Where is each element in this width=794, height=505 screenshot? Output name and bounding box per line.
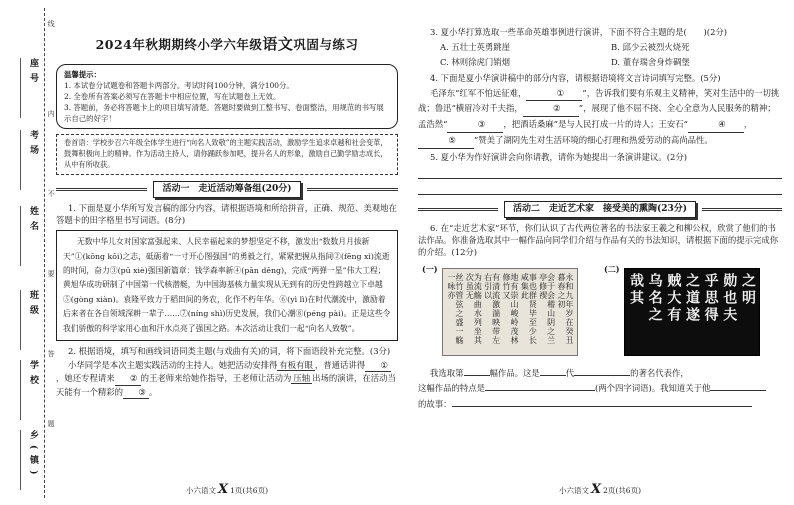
answer-blank-3[interactable]: ③	[123, 386, 149, 399]
binding-note: 要	[47, 270, 56, 277]
page-1	[56, 10, 398, 502]
passage-text: 无数中华儿女对国家富强起来、人民幸福起来的梦想坚定不移，激发出“数数月月拔新天”①(kōng kōi)之志，砥砺着“一寸开心图强国”的勇毅之行，紧紧把握从指间②(fēng xì)流逝的时间，奋力③(pū xiè)强国新篇章：钱学森率新④(pān dēng)，完成“两弹一星”伟大工程；黄旭华成功研制了中国第一代核潜艇，为中国海基核力量实现从无到有的历史性跨越立下卓越⑤(gòng xiàn)。袁隆平致力于稻田间的务农，化作不朽年华。⑥(yì lì)在时代潮流中，激励着后来者在各自领域深耕一辈子……⑦(níng shì)历史发展，我们心潮⑧(péng pài)。正是这些令我们骄傲的科学家用心血和汗水点亮了强国之路。本次活动让我们一起“向名人致敬”。	[63, 237, 391, 333]
answer-blank-5[interactable]: ⑤	[418, 133, 474, 149]
answer-blank-1[interactable]: ①	[365, 359, 391, 372]
answer-blank-dynasty[interactable]	[540, 375, 566, 376]
tips-title: 温馨提示：	[64, 69, 101, 79]
question-1-passage	[56, 230, 398, 341]
activity-1-header	[56, 181, 398, 198]
answer-line[interactable]	[418, 181, 782, 195]
tips-box	[56, 64, 398, 130]
seat-number-field[interactable]: 座号	[4, 58, 40, 118]
school-field[interactable]: 学校	[4, 360, 40, 420]
binding-note: 内	[47, 110, 56, 117]
work-1-label: (一)	[422, 264, 438, 275]
calligraphy-2-column: 勋也夫	[721, 273, 738, 325]
activity-2-title: 活动二 走近艺术家 接受美的熏陶(23分)	[504, 201, 696, 218]
calligraphy-1-column: 地有崇山峻岭茂林修竹又	[501, 273, 519, 346]
answer-blank-1[interactable]: ①	[526, 86, 582, 102]
binding-margin	[0, 0, 56, 505]
option-a[interactable]: A. 五壮士英勇跳崖	[440, 42, 510, 53]
page-2-footer: 小六语文 X 2页(共6页)	[559, 482, 641, 498]
calligraphy-1-column: 丝竹管弦之盛一觞一咏亦	[447, 273, 464, 346]
answer-blank-extra[interactable]	[710, 390, 766, 391]
page-2	[418, 10, 782, 502]
activity-2-header	[418, 201, 782, 218]
page-1-footer: 小六语文 X 1页(共6页)	[186, 482, 268, 498]
question-3: 3. 夏小华打算选取一些革命英雄事例进行演讲，下面不符合主题的是( )(2分)	[430, 27, 728, 37]
calligraphy-work-2	[604, 264, 772, 360]
calligraphy-2-column: 贼大有	[665, 273, 682, 325]
question-1: 1. 下面是夏小华所写发言稿的部分内容，请根据语境和所给拼音，正确、规范、美观地在答题卡的田字格里书写词语。(8分)	[56, 202, 397, 225]
question-3-options	[440, 41, 782, 68]
underlined-word: 有板有眼	[279, 360, 313, 371]
binding-note: 题	[47, 420, 56, 427]
calligraphy-image-2	[624, 268, 760, 356]
answer-blank-features[interactable]	[485, 390, 595, 391]
question-6-fill: 我选取第 幅作品。这是 代 的著名代表作， 这幅作品的特点是 (两个四字词语)。我知道关于他 的故事：	[418, 366, 782, 411]
series-logo: X	[218, 482, 229, 498]
option-b[interactable]: B. 邱少云被烈火烧死	[611, 42, 690, 53]
series-logo: X	[591, 482, 602, 498]
calligraphy-2-column: 之道遂	[683, 273, 700, 325]
preface-note: 卷首语：学校步召六年级全体学生进行“向名人致敬”的主题实践活动，激励学生追求卓越和社会变革，鼓舞积极向上的精神。作为活动主持人，请你踊跃参加吧，提升名人的形象，激励自己勤学励志成长，从中有所收获。	[56, 134, 398, 174]
answer-blank-artist[interactable]	[574, 375, 630, 376]
answer-blank-2[interactable]: ②	[115, 372, 141, 385]
question-2-text: 小华同学是本次主题实践活动的主持人。她把活动安排得 有板有眼 ，普通话讲得 ①，她还专程请来 ② 的王老师来给她作指导，王老师让活动为 压轴 出场的演讲，在活动当天能有一个精彩的 ③ 。	[56, 359, 398, 399]
calligraphy-1-column: 事也群贤毕至少长咸集此	[520, 273, 538, 346]
option-d[interactable]: D. 董存瑞舍身炸碉堡	[611, 57, 690, 68]
calligraphy-2-column: 乎思得	[702, 273, 719, 325]
answer-blank-4[interactable]: ④	[688, 117, 744, 133]
exam-title: 2024年秋期期终小学六年级语文巩固与练习	[95, 35, 359, 53]
binding-note: 答	[47, 350, 56, 357]
class-field[interactable]: 班级	[4, 290, 40, 350]
tip-item: 3. 答题前，务必将答题卡上的项目填写清楚。答题时要做到工整书写、卷面整洁，用规范的书写展示自己的好字！	[64, 103, 384, 124]
calligraphy-works	[418, 264, 782, 360]
question-4-text: 毛泽东“红军不怕远征难， ① ”，告诉我们要有乐观主义精神，笑对生活中的一切挑战；鲁迅“横眉冷对千夫指， ② ”，展现了他不屈不挠、全心全意为人民服务的精神；孟浩然“ ③ ，把酒话桑麻”是与人民打成一片的诗人；王安石“ ④ ，⑤ ”赞美了湖阴先生对生活环境的细心打理和热爱劳动的高尚品性。	[418, 86, 782, 149]
exam-room-field[interactable]: 考场	[4, 130, 40, 190]
answer-line[interactable]	[418, 165, 782, 179]
calligraphy-1-column: 有清流激湍映带左右引以	[483, 273, 501, 346]
calligraphy-image-1	[442, 268, 578, 356]
binding-note: 线	[47, 20, 56, 27]
calligraphy-work-1	[422, 264, 590, 360]
work-2-label: (二)	[604, 264, 620, 275]
township-field[interactable]: 乡(镇)	[4, 430, 40, 490]
tip-item: 1. 本试卷分试题卷和答题卡两部分。考试时间100分钟，满分100分。	[64, 80, 294, 90]
binding-note: 不	[47, 190, 56, 197]
answer-blank-2[interactable]: ②	[523, 101, 579, 117]
name-field[interactable]: 姓名	[4, 206, 40, 266]
option-c[interactable]: C. 林则徐虎门销烟	[440, 57, 511, 68]
underlined-word: 压轴	[293, 373, 311, 384]
calligraphy-1-column: 会于会稽山阴之兰亭修禊	[538, 273, 556, 346]
question-6: 6. 在“走近艺术家”环节，你们认识了古代两位著名的书法家王羲之和柳公权，欣赏了他们的书法作品。你准备选取其中一幅作品向同学们介绍与作品有关的书法知识，请根据下面的提示完成你的介绍。(12分)	[418, 222, 779, 258]
answer-blank-3[interactable]: ③	[447, 117, 503, 133]
activity-1-title: 活动一 走近活动筹备组(20分)	[153, 181, 300, 198]
calligraphy-2-column: 之明	[739, 273, 756, 308]
question-4: 4. 下面是夏小华演讲稿中的部分内容，请根据语境将文言诗词填写完整。(5分)	[430, 72, 721, 83]
tip-item: 2. 全卷所有答案必须写在答题卡中相应位置，写在试题卷上无效。	[64, 91, 281, 101]
answer-blank-story[interactable]	[452, 406, 752, 407]
question-2: 2. 根据语境，填写和画线词语同类主题(与戏曲有关)的词，将下面语段补充完整。(3分)	[68, 346, 391, 357]
question-5: 5. 夏小华为作好演讲会向你请教，请你为她提出一条演讲建议。(2分)	[430, 151, 688, 162]
calligraphy-1-column: 为流觞曲水列坐其次虽无	[465, 273, 483, 346]
cut-line	[44, 8, 45, 498]
calligraphy-2-column: 哉其	[628, 273, 644, 308]
calligraphy-2-column: 乌名之	[646, 273, 663, 325]
calligraphy-1-column: 永和九年岁在癸丑暮春之初	[556, 273, 574, 346]
answer-blank-work[interactable]	[464, 375, 490, 376]
